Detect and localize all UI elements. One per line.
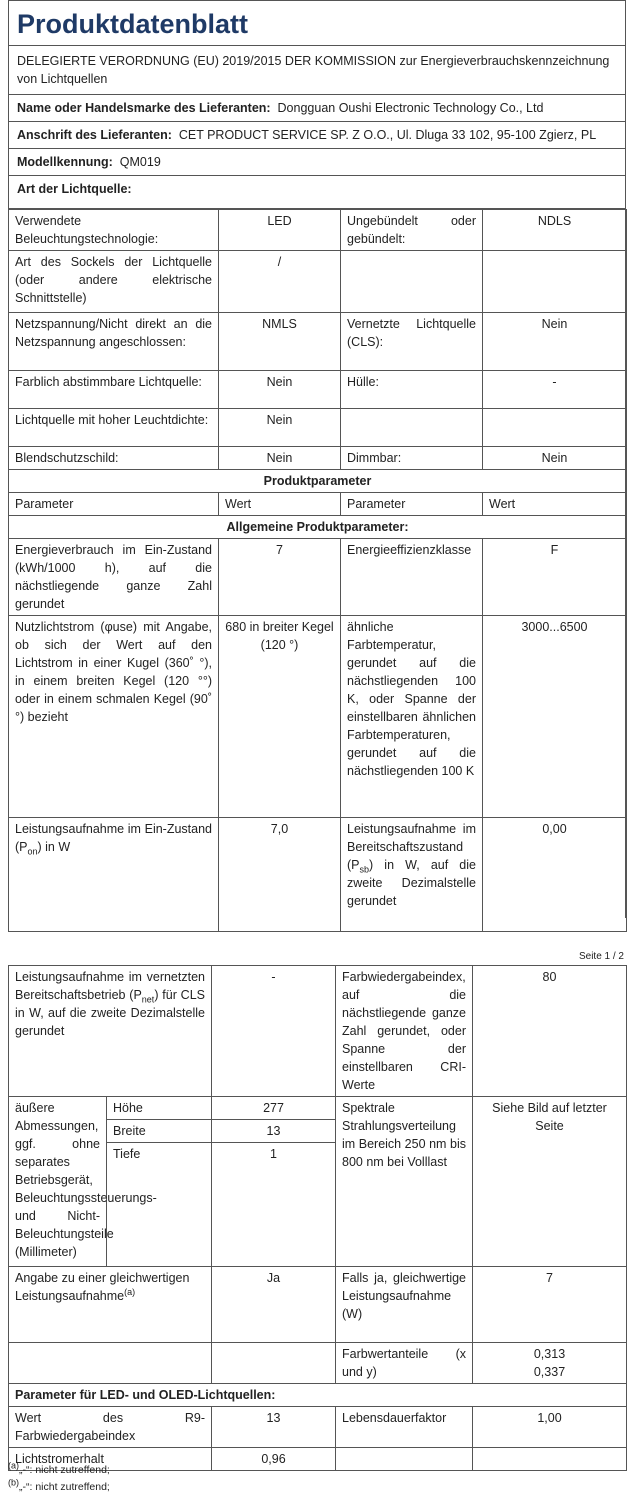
- param-label: Ungebündelt oder gebündelt:: [341, 210, 483, 251]
- table-row: [9, 313, 627, 371]
- table-row: [9, 1267, 627, 1343]
- table-row: [9, 616, 627, 818]
- product-params-heading: Produktparameter: [9, 470, 627, 493]
- param-label: Blendschutzschild:: [9, 447, 219, 470]
- page-1: [8, 0, 626, 918]
- col-header-parameter: Parameter: [341, 493, 483, 516]
- led-params-heading: Parameter für LED- und OLED-Lichtquellen:: [9, 1384, 627, 1407]
- param-value: 7,0: [219, 818, 341, 932]
- param-label: Energieverbrauch im Ein-Zustand (kWh/1000 h), auf die nächstliegende ganze Zahl gerundet: [9, 539, 219, 616]
- param-label: Angabe zu einer gleichwertigen Leistungsaufnahme$^{(a)}$: [9, 1267, 212, 1343]
- table-row: [9, 251, 627, 313]
- column-header-row: [9, 493, 627, 516]
- table-row: [9, 447, 627, 470]
- param-value: 80: [473, 966, 627, 1097]
- depth-value: 1: [212, 1143, 336, 1267]
- width-value: 13: [212, 1120, 336, 1143]
- param-value: 0,96: [212, 1448, 336, 1471]
- document-title: Produktdatenblatt: [9, 1, 625, 46]
- param-value: Nein: [219, 409, 341, 447]
- param-value: Nein: [219, 447, 341, 470]
- param-value: Ja: [212, 1267, 336, 1343]
- table-row: [9, 818, 627, 932]
- table-row: [9, 409, 627, 447]
- param-value: -: [212, 966, 336, 1097]
- param-value: 7: [219, 539, 341, 616]
- param-label: Leistungsaufnahme im Ein-Zustand $(P_{on})$ in W: [9, 818, 219, 932]
- table-row: [9, 1343, 627, 1384]
- supplier-row: [9, 95, 625, 122]
- address-label: Anschrift des Lieferanten:: [17, 128, 172, 142]
- height-value: 277: [212, 1097, 336, 1120]
- table-row: [9, 966, 627, 1097]
- dimensions-label: äußere Abmessungen, ggf. ohne separates Betriebsgerät, Beleuchtungssteuerungs- und Nicht-Beleuchtungsteile (Millimeter): [9, 1097, 107, 1267]
- supplier-value: Dongguan Oushi Electronic Technology Co., Ltd: [277, 101, 544, 115]
- param-value: [483, 409, 627, 447]
- section-header-row: [9, 1384, 627, 1407]
- param-value: /: [219, 251, 341, 313]
- page-2: [8, 965, 626, 1471]
- param-label: Wert des R9-Farbwiedergabeindex: [9, 1407, 212, 1448]
- param-value: -: [483, 371, 627, 409]
- page-number: Seite 1 / 2: [578, 951, 624, 962]
- param-label: Farblich abstimmbare Lichtquelle:: [9, 371, 219, 409]
- footnotes: [8, 1462, 110, 1496]
- param-label: Leistungsaufnahme im Bereitschaftszustand $(P_{sb})$ in W, auf die zweite Dezimalstelle gerundet: [341, 818, 483, 932]
- param-label: Leistungsaufnahme im vernetzten Bereitschaftsbetrieb $(P_{net})$ für CLS in W, auf die zweite Dezimalstelle gerundet: [9, 966, 212, 1097]
- param-value: 680 in breiter Kegel (120 °): [219, 616, 341, 818]
- table-row: [9, 1407, 627, 1448]
- section-header-row: [9, 516, 627, 539]
- param-value: [483, 251, 627, 313]
- general-params-heading: Allgemeine Produktparameter:: [9, 516, 627, 539]
- table-row: [9, 210, 627, 251]
- param-label: Nutzlichtstrom (φuse) mit Angabe, ob sich der Wert auf den Lichtstrom in einer Kugel (360˚ °), in einem breiten Kegel (120 °°) oder in einem schmalen Kegel (90˚ °) bezieht: [9, 616, 219, 818]
- param-label: [341, 409, 483, 447]
- param-label: Spektrale Strahlungsverteilung im Bereich 250 nm bis 800 nm bei Volllast: [336, 1097, 473, 1267]
- param-value: 3000...6500: [483, 616, 627, 818]
- param-value: 1,00: [473, 1407, 627, 1448]
- param-label: Farbwiedergabeindex, auf die nächstliegende ganze Zahl gerundet, oder Spanne der einstellbaren CRI-Werte: [336, 966, 473, 1097]
- table-row: [9, 371, 627, 409]
- parameter-table: [8, 209, 627, 932]
- param-label: Dimmbar:: [341, 447, 483, 470]
- param-label: Lichtquelle mit hoher Leuchtdichte:: [9, 409, 219, 447]
- table-row: [9, 539, 627, 616]
- section-header-row: [9, 470, 627, 493]
- param-value: 7: [473, 1267, 627, 1343]
- table-row: [9, 1097, 627, 1120]
- supplier-label: Name oder Handelsmarke des Lieferanten:: [17, 101, 271, 115]
- param-label: Farbwertanteile (x und y): [336, 1343, 473, 1384]
- param-value: 13: [212, 1407, 336, 1448]
- param-label: ähnliche Farbtemperatur, gerundet auf die nächstliegenden 100 K, oder Spanne der einstellbaren ähnlichen Farbtemperaturen, gerundet auf die nächstliegenden 100 K: [341, 616, 483, 818]
- model-label: Modellkennung:: [17, 155, 113, 169]
- parameter-table-continued: [8, 965, 627, 1471]
- param-value: Nein: [219, 371, 341, 409]
- param-value: Nein: [483, 313, 627, 371]
- param-value: Siehe Bild auf letzter Seite: [473, 1097, 627, 1267]
- col-header-parameter: Parameter: [9, 493, 219, 516]
- footnote: $^{(a)}$„-“: nicht zutreffend;: [8, 1460, 110, 1476]
- height-label: Höhe: [107, 1097, 212, 1120]
- model-row: [9, 149, 625, 176]
- col-header-value: Wert: [219, 493, 341, 516]
- param-value: NMLS: [219, 313, 341, 371]
- param-label: Hülle:: [341, 371, 483, 409]
- param-label: Verwendete Beleuchtungstechnologie:: [9, 210, 219, 251]
- param-value: 0,313 0,337: [473, 1343, 627, 1384]
- param-label: Lebensdauerfaktor: [336, 1407, 473, 1448]
- param-label: Lichtstromerhalt: [9, 1448, 212, 1471]
- param-label: Energieeffizienzklasse: [341, 539, 483, 616]
- param-value: Nein: [483, 447, 627, 470]
- param-value: NDLS: [483, 210, 627, 251]
- address-value: CET PRODUCT SERVICE SP. Z O.O., Ul. Dluga 33 102, 95-100 Zgierz, PL: [178, 128, 597, 142]
- param-label: [341, 251, 483, 313]
- param-label: Art des Sockels der Lichtquelle (oder andere elektrische Schnittstelle): [9, 251, 219, 313]
- param-label: Vernetzte Lichtquelle (CLS):: [341, 313, 483, 371]
- address-row: [9, 122, 625, 149]
- footnote: $^{(b)}$„-“: nicht zutreffend;: [8, 1477, 110, 1493]
- param-value: 0,00: [483, 818, 627, 932]
- param-label: Netzspannung/Nicht direkt an die Netzspannung angeschlossen:: [9, 313, 219, 371]
- depth-label: Tiefe: [107, 1143, 212, 1267]
- width-label: Breite: [107, 1120, 212, 1143]
- col-header-value: Wert: [483, 493, 627, 516]
- param-value: F: [483, 539, 627, 616]
- type-heading: Art der Lichtquelle:: [9, 176, 625, 209]
- param-value: LED: [219, 210, 341, 251]
- param-label: Falls ja, gleichwertige Leistungsaufnahme (W): [336, 1267, 473, 1343]
- regulation-intro: DELEGIERTE VERORDNUNG (EU) 2019/2015 DER KOMMISSION zur Energieverbrauchskennzeichnung von Lichtquellen: [9, 46, 625, 95]
- model-value: QM019: [119, 155, 161, 169]
